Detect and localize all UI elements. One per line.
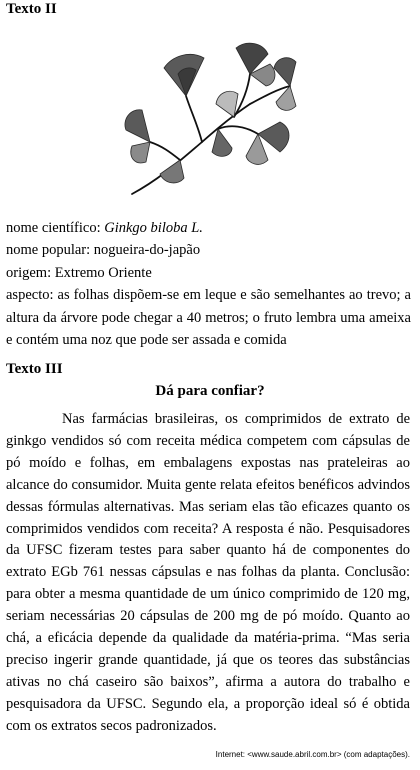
aspect-paragraph: aspecto: as folhas dispõem-se em leque e são semelhantes ao trevo; a altura da árvore pode chegar a 40 metros; o fruto lembra uma ameixa e contém uma noz que pode ser assada e comida	[6, 287, 411, 349]
source-citation: Internet: <www.saude.abril.com.br> (com adaptações).	[215, 750, 410, 759]
popular-name-line: nome popular: nogueira-do-japão	[6, 242, 201, 259]
texto-ii-heading: Texto II	[6, 1, 57, 17]
article-paragraph: Nas farmácias brasileiras, os comprimidos de extrato de ginkgo vendidos só com receita médica competem com cápsulas de pó moído e folhas, em embalagens expostas nas prateleiras ao alcance do consumidor. Muita gente relata efeitos benéficos advindos dessas fórmulas alternativas. Mas seriam elas tão eficazes quanto os comprimidos vendidos com receita? A resposta é não. Pesquisadores da UFSC fizeram testes para saber quanto há de componentes do extrato EGb 761 nessas cápsulas e nas folhas da planta. Conclusão: para obter a mesma quantidade de um único comprimido de 120 mg, seriam necessárias 20 cápsulas de 200 mg de pó moído. Quanto ao chá, a eficácia depende da qualidade da matéria-prima. “Mas seria preciso ingerir grande quantidade, já que os teores das substâncias ativas no chá caseiro são baixos”, afirma a autora do trabalho e pesquisadora da UFSC. Segundo ela, a proporção ideal só é obtida com os extratos secos padronizados.	[6, 411, 410, 734]
ginkgo-description	[6, 217, 411, 351]
texto-iii-heading: Texto III	[6, 361, 63, 377]
article-title: Dá para confiar?	[155, 383, 265, 399]
origin-line: origem: Extremo Oriente	[6, 264, 152, 281]
ginkgo-leaves-image	[120, 34, 298, 202]
scientific-name-label: nome científico:	[6, 220, 105, 236]
scientific-name: Ginkgo biloba L.	[104, 220, 203, 236]
article-body	[6, 409, 410, 738]
scientific-name-line	[6, 217, 411, 239]
